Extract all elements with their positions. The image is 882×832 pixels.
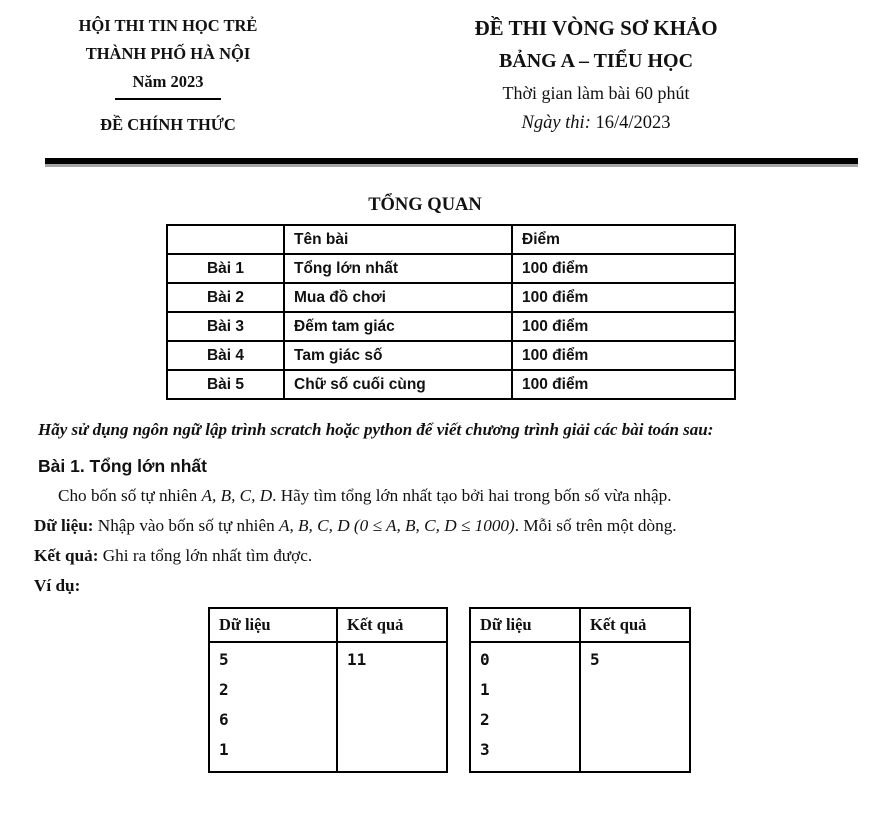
- table-row: [167, 225, 735, 254]
- example1-input-header: Dữ liệu: [209, 608, 337, 642]
- problem-score: 100 điểm: [512, 312, 735, 341]
- input-line: 6: [219, 710, 229, 729]
- overview-section-title: TỔNG QUAN: [368, 195, 482, 215]
- table-row: [209, 608, 447, 642]
- input-line: 1: [219, 740, 229, 759]
- statement-text: Cho bốn số tự nhiên: [58, 486, 202, 505]
- official-exam-label: ĐỀ CHÍNH THỨC: [100, 115, 236, 134]
- exam-date-line: [381, 111, 811, 135]
- output-line: 11: [347, 650, 367, 669]
- table-row: [167, 254, 735, 283]
- problem1-statement: [58, 484, 864, 507]
- input-text: Nhập vào bốn số tự nhiên: [93, 516, 279, 535]
- input-line: 2: [480, 710, 490, 729]
- problem-index: Bài 1: [167, 254, 284, 283]
- exam-year: [0, 68, 336, 100]
- statement-text: . Hãy tìm tổng lớn nhất tạo bởi hai trong bốn số vừa nhập.: [272, 486, 672, 505]
- document-header: [0, 0, 882, 146]
- problem-name: Tổng lớn nhất: [284, 254, 512, 283]
- input-constraint: (0 ≤ A, B, C, D ≤ 1000): [349, 516, 515, 535]
- input-line: 5: [219, 650, 229, 669]
- example2-input-cell: [470, 642, 580, 772]
- output-line: 5: [590, 650, 600, 669]
- example2-output-header: Kết quả: [580, 608, 690, 642]
- problem-index: Bài 5: [167, 370, 284, 399]
- table-row: [470, 642, 690, 772]
- example1-input-cell: [209, 642, 337, 772]
- exam-year-underlined: Năm 2023: [115, 68, 220, 100]
- input-variables: A, B, C, D: [278, 516, 350, 535]
- table-row: [167, 283, 735, 312]
- problem1-heading: Bài 1. Tổng lớn nhất: [38, 456, 207, 476]
- problem-index: Bài 4: [167, 341, 284, 370]
- table-row: [167, 341, 735, 370]
- overview-header-score: Điểm: [512, 225, 735, 254]
- overview-table: [166, 224, 736, 400]
- example-label: Ví dụ:: [34, 576, 81, 595]
- problem-name: Đếm tam giác: [284, 312, 512, 341]
- problem1-example-label: [34, 575, 864, 597]
- problem-name: Mua đồ chơi: [284, 283, 512, 312]
- problem1-output-spec: [34, 545, 864, 567]
- problem1-input-spec: [34, 515, 864, 537]
- problem-name: Chữ số cuối cùng: [284, 370, 512, 399]
- output-label: Kết quả:: [34, 546, 99, 565]
- table-row: [209, 642, 447, 772]
- problem-index: Bài 2: [167, 283, 284, 312]
- exam-date-value: 16/4/2023: [590, 113, 671, 133]
- problem-name: Tam giác số: [284, 341, 512, 370]
- problem-score: 100 điểm: [512, 283, 735, 312]
- input-text: . Mỗi số trên một dòng.: [514, 516, 677, 535]
- exam-duration: Thời gian làm bài 60 phút: [502, 83, 690, 103]
- organization-name-line2: THÀNH PHỐ HÀ NỘI: [85, 44, 251, 63]
- statement-variables: A, B, C, D: [201, 486, 273, 505]
- input-line: 3: [480, 740, 490, 759]
- input-line: 0: [480, 650, 490, 669]
- problem-score: 100 điểm: [512, 370, 735, 399]
- example1-output-header: Kết quả: [337, 608, 447, 642]
- problem-score: 100 điểm: [512, 341, 735, 370]
- example1-output-cell: [337, 642, 447, 772]
- problem-score: 100 điểm: [512, 254, 735, 283]
- exam-date-label: Ngày thi:: [521, 113, 591, 133]
- example2-input-header: Dữ liệu: [470, 608, 580, 642]
- header-organization-block: [0, 12, 336, 146]
- problem-index: Bài 3: [167, 312, 284, 341]
- example2-output-cell: [580, 642, 690, 772]
- input-line: 2: [219, 680, 229, 699]
- input-label: Dữ liệu:: [34, 516, 94, 535]
- exam-title: ĐỀ THI VÒNG SƠ KHẢO: [474, 16, 718, 40]
- input-line: 1: [480, 680, 490, 699]
- table-row: [167, 370, 735, 399]
- overview-header-empty-cell: [167, 225, 284, 254]
- organization-name-line1: HỘI THI TIN HỌC TRẺ: [78, 16, 258, 35]
- table-row: [470, 608, 690, 642]
- output-text: Ghi ra tổng lớn nhất tìm được.: [98, 546, 313, 565]
- example-table-2: [469, 607, 691, 773]
- example-table-1: [208, 607, 448, 773]
- exam-group: BẢNG A – TIỂU HỌC: [498, 50, 694, 72]
- header-divider-rule: [45, 158, 858, 164]
- header-exam-title-block: [381, 12, 811, 146]
- overview-header-name: Tên bài: [284, 225, 512, 254]
- table-row: [167, 312, 735, 341]
- general-instruction: Hãy sử dụng ngôn ngữ lập trình scratch hoặc python để viết chương trình giải các bài toán sau:: [38, 420, 714, 439]
- example-tables: [208, 607, 882, 773]
